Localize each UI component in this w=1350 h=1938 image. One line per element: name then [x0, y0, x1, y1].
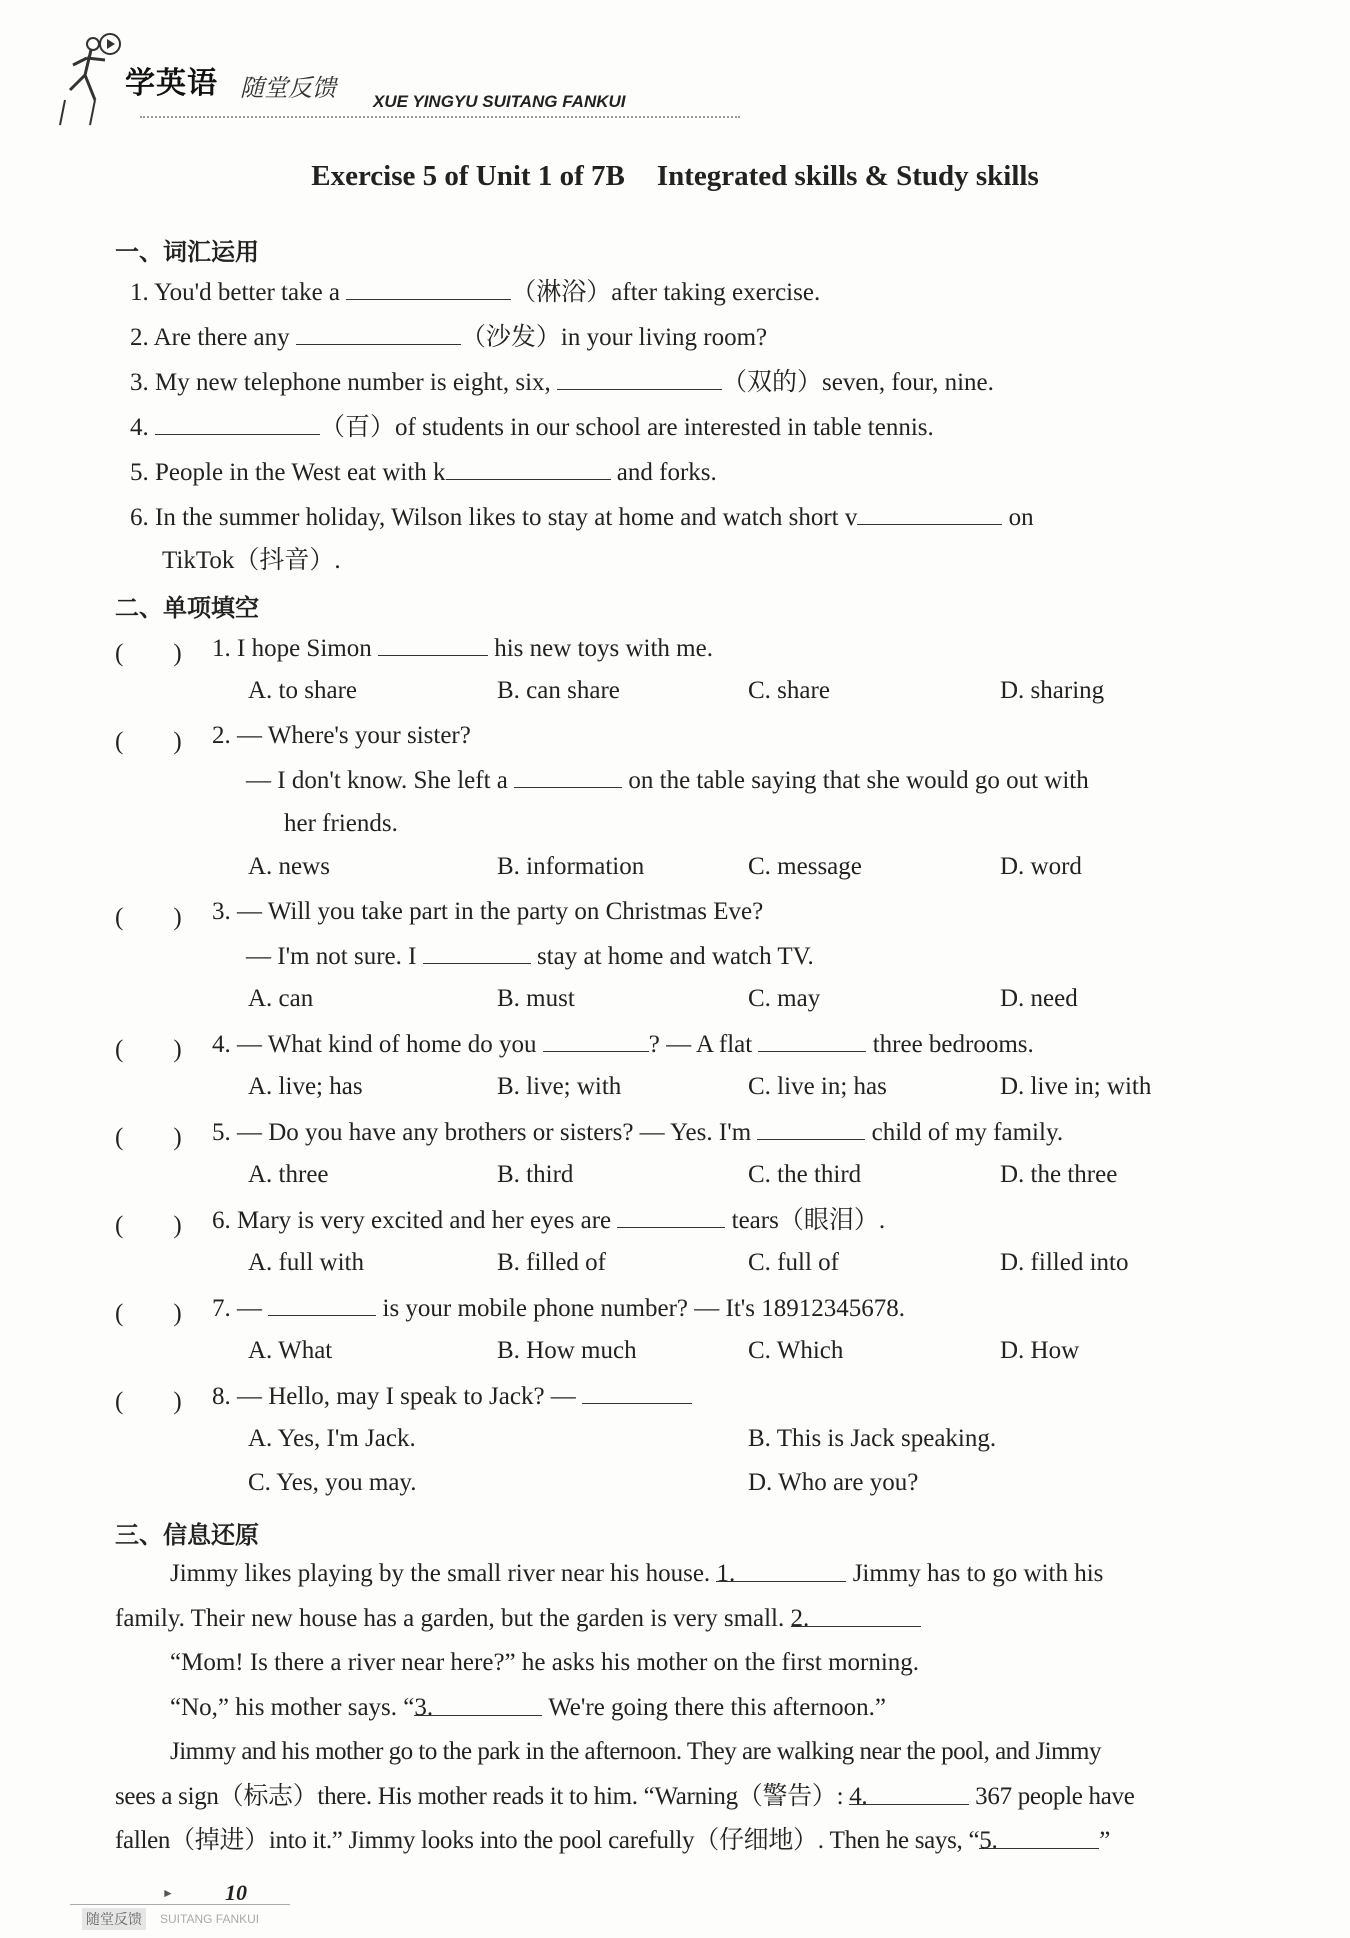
option-a[interactable]: A. live; has — [248, 1073, 363, 1100]
page-number: 10 — [225, 1880, 247, 1905]
option-a[interactable]: A. can — [248, 985, 314, 1012]
passage-line-5: Jimmy and his mother go to the park in the afternoon. They are walking near the pool, and Jimmy — [170, 1738, 1101, 1765]
answer-blank[interactable] — [757, 1117, 865, 1140]
passage-text: ” — [1099, 1827, 1111, 1854]
option-d[interactable]: D. filled into — [1000, 1249, 1129, 1276]
option-d[interactable]: D. Who are you? — [748, 1469, 919, 1496]
answer-blank[interactable] — [378, 633, 488, 656]
passage-text: fallen（掉进）into it.” Jimmy looks into the pool carefully（仔细地）. Then he says, “ — [115, 1827, 980, 1854]
vocab-item-3 — [130, 367, 994, 398]
passage-text: “No,” his mother says. “ — [170, 1694, 415, 1721]
passage-text: We're going there this afternoon.” — [542, 1694, 886, 1721]
title-sub: Integrated skills & Study skills — [656, 160, 1039, 192]
vocab-text: （双的）seven, four, nine. — [722, 369, 994, 396]
option-a[interactable]: A. Yes, I'm Jack. — [248, 1425, 416, 1452]
option-b[interactable]: B. information — [497, 853, 645, 880]
footer-label: 随堂反馈 — [82, 1908, 146, 1930]
answer-bracket[interactable]: ( ) — [115, 1300, 182, 1327]
page-title — [0, 160, 1350, 193]
answer-blank-4[interactable] — [849, 1782, 969, 1810]
option-a[interactable]: A. three — [248, 1161, 329, 1188]
option-d[interactable]: D. word — [1000, 853, 1082, 880]
brand-subtitle: 随堂反馈 — [240, 74, 336, 102]
footer-divider — [70, 1904, 290, 1905]
mc-question-3: 3. — Will you take part in the party on Christmas Eve? — [212, 898, 764, 925]
option-b[interactable]: B. This is Jack speaking. — [748, 1425, 997, 1452]
option-b[interactable]: B. How much — [497, 1337, 637, 1364]
question-text: 6. Mary is very excited and her eyes are — [212, 1207, 618, 1234]
option-d[interactable]: D. live in; with — [1000, 1073, 1152, 1100]
vocab-text: （淋浴）after taking exercise. — [511, 279, 821, 306]
blank-number: 1. — [716, 1560, 736, 1587]
question-text: 7. — — [212, 1295, 269, 1322]
answer-bracket[interactable]: ( ) — [115, 1036, 182, 1063]
answer-bracket[interactable]: ( ) — [115, 1124, 182, 1151]
brand-title: 学英语 — [125, 66, 218, 101]
arrow-icon: ► — [162, 1886, 174, 1900]
option-c[interactable]: C. live in; has — [748, 1073, 887, 1100]
section-heading-vocab: 一、词汇运用 — [115, 238, 259, 266]
question-text: tears（眼泪）. — [725, 1207, 886, 1234]
vocab-item-2 — [130, 322, 767, 353]
passage-text: 367 people have — [969, 1783, 1135, 1810]
vocab-item-4 — [130, 412, 934, 443]
answer-blank[interactable] — [346, 277, 511, 300]
vocab-text: 4. — [130, 414, 155, 441]
answer-blank-3[interactable] — [414, 1693, 542, 1721]
option-d[interactable]: D. the three — [1000, 1161, 1118, 1188]
answer-bracket[interactable]: ( ) — [115, 904, 182, 931]
option-a[interactable]: A. full with — [248, 1249, 364, 1276]
option-b[interactable]: B. can share — [497, 677, 620, 704]
mc-question-7 — [212, 1293, 905, 1324]
blank-number: 2. — [790, 1605, 810, 1632]
title-main: Exercise 5 of Unit 1 of 7B — [311, 160, 625, 192]
vocab-item-6 — [130, 502, 1034, 533]
passage-line-6 — [115, 1782, 1135, 1812]
question-text: on the table saying that she would go out with — [622, 767, 1089, 794]
vocab-text: 5. People in the West eat with k — [130, 459, 446, 486]
option-c[interactable]: C. Which — [748, 1337, 844, 1364]
passage-line-4 — [170, 1693, 886, 1723]
blank-number: 4. — [849, 1783, 868, 1810]
answer-blank[interactable] — [296, 322, 461, 345]
option-c[interactable]: C. Yes, you may. — [248, 1469, 417, 1496]
passage-text: sees a sign（标志）there. His mother reads it to him. “Warning（警告）: — [115, 1783, 850, 1810]
question-text: his new toys with me. — [487, 635, 713, 662]
mc-question-6 — [212, 1205, 885, 1236]
blank-number: 3. — [414, 1694, 434, 1721]
option-c[interactable]: C. the third — [748, 1161, 862, 1188]
vocab-text: （百）of students in our school are interested in table tennis. — [320, 414, 934, 441]
option-b[interactable]: B. live; with — [497, 1073, 622, 1100]
vocab-item-1 — [130, 277, 820, 308]
answer-blank[interactable] — [514, 765, 622, 788]
runner-logo-icon — [55, 30, 125, 130]
passage-line-1 — [170, 1559, 1103, 1589]
section-heading-passage: 三、信息还原 — [115, 1521, 259, 1549]
answer-blank-2[interactable] — [790, 1604, 921, 1632]
mc-question-3-line2 — [246, 941, 814, 972]
answer-blank-1[interactable] — [716, 1559, 846, 1587]
answer-blank[interactable] — [155, 412, 320, 435]
passage-line-7 — [115, 1826, 1110, 1856]
question-text: is your mobile phone number? — It's 18912345678. — [376, 1295, 905, 1322]
option-a[interactable]: A. What — [248, 1337, 333, 1364]
answer-blank[interactable] — [446, 457, 611, 480]
question-text: — I don't know. She left a — [246, 767, 515, 794]
answer-blank[interactable] — [543, 1029, 649, 1052]
answer-bracket[interactable]: ( ) — [115, 1212, 182, 1239]
option-a[interactable]: A. news — [248, 853, 330, 880]
page-header — [55, 30, 1055, 130]
vocab-text: 6. In the summer holiday, Wilson likes to stay at home and watch short v — [130, 504, 858, 531]
vocab-text: （沙发）in your living room? — [460, 324, 768, 351]
option-c[interactable]: C. full of — [748, 1249, 839, 1276]
answer-blank-5[interactable] — [979, 1826, 1099, 1854]
option-d[interactable]: D. sharing — [1000, 677, 1105, 704]
question-text: 8. — Hello, may I speak to Jack? — — [212, 1383, 583, 1410]
vocab-item-5 — [130, 457, 717, 488]
mc-question-2-line3: her friends. — [284, 810, 398, 837]
option-a[interactable]: A. to share — [248, 677, 357, 704]
answer-blank[interactable] — [857, 502, 1002, 525]
passage-text: Jimmy likes playing by the small river near his house. — [170, 1560, 717, 1587]
brand-pinyin: XUE YINGYU SUITANG FANKUI — [373, 92, 626, 111]
option-c[interactable]: C. may — [748, 985, 821, 1012]
passage-text: Jimmy has to go with his — [846, 1560, 1104, 1587]
passage-line-3: “Mom! Is there a river near here?” he asks his mother on the first morning. — [170, 1649, 920, 1676]
header-divider — [140, 116, 740, 118]
answer-bracket[interactable]: ( ) — [115, 728, 182, 755]
footer-pinyin: SUITANG FANKUI — [160, 1912, 260, 1926]
mc-question-8 — [212, 1381, 692, 1412]
question-text: stay at home and watch TV. — [530, 943, 814, 970]
option-b[interactable]: B. third — [497, 1161, 574, 1188]
vocab-item-6-cont: TikTok（抖音）. — [162, 547, 341, 574]
vocab-text: 1. You'd better take a — [130, 279, 347, 306]
option-d[interactable]: D. need — [1000, 985, 1078, 1012]
answer-blank[interactable] — [582, 1381, 692, 1404]
option-d[interactable]: D. How — [1000, 1337, 1080, 1364]
vocab-text: on — [1002, 504, 1034, 531]
answer-bracket[interactable]: ( ) — [115, 1388, 182, 1415]
mc-question-4 — [212, 1029, 1034, 1060]
section-heading-mc: 二、单项填空 — [115, 594, 259, 622]
option-b[interactable]: B. filled of — [497, 1249, 607, 1276]
vocab-text: 3. My new telephone number is eight, six, — [130, 369, 558, 396]
option-c[interactable]: C. message — [748, 853, 862, 880]
question-text: 1. I hope Simon — [212, 635, 378, 662]
mc-question-1 — [212, 633, 713, 664]
question-text: 4. — What kind of home do you — [212, 1031, 543, 1058]
answer-blank[interactable] — [617, 1205, 725, 1228]
passage-text: family. Their new house has a garden, but the garden is very small. — [115, 1605, 791, 1632]
question-text: three bedrooms. — [866, 1031, 1034, 1058]
option-c[interactable]: C. share — [748, 677, 830, 704]
passage-line-2 — [115, 1604, 921, 1634]
mc-question-2-line2 — [246, 765, 1089, 796]
answer-blank[interactable] — [423, 941, 531, 964]
vocab-text: 2. Are there any — [130, 324, 296, 351]
option-b[interactable]: B. must — [497, 985, 575, 1012]
answer-bracket[interactable]: ( ) — [115, 640, 182, 667]
blank-number: 5. — [979, 1827, 998, 1854]
question-text: 5. — Do you have any brothers or sisters? — Yes. I'm — [212, 1119, 758, 1146]
vocab-text: and forks. — [610, 459, 717, 486]
answer-blank[interactable] — [758, 1029, 866, 1052]
mc-question-5 — [212, 1117, 1063, 1148]
mc-question-2: 2. — Where's your sister? — [212, 722, 471, 749]
question-text: child of my family. — [865, 1119, 1064, 1146]
answer-blank[interactable] — [268, 1293, 376, 1316]
answer-blank[interactable] — [557, 367, 722, 390]
question-text: — I'm not sure. I — [246, 943, 423, 970]
question-text: ? — A flat — [648, 1031, 759, 1058]
